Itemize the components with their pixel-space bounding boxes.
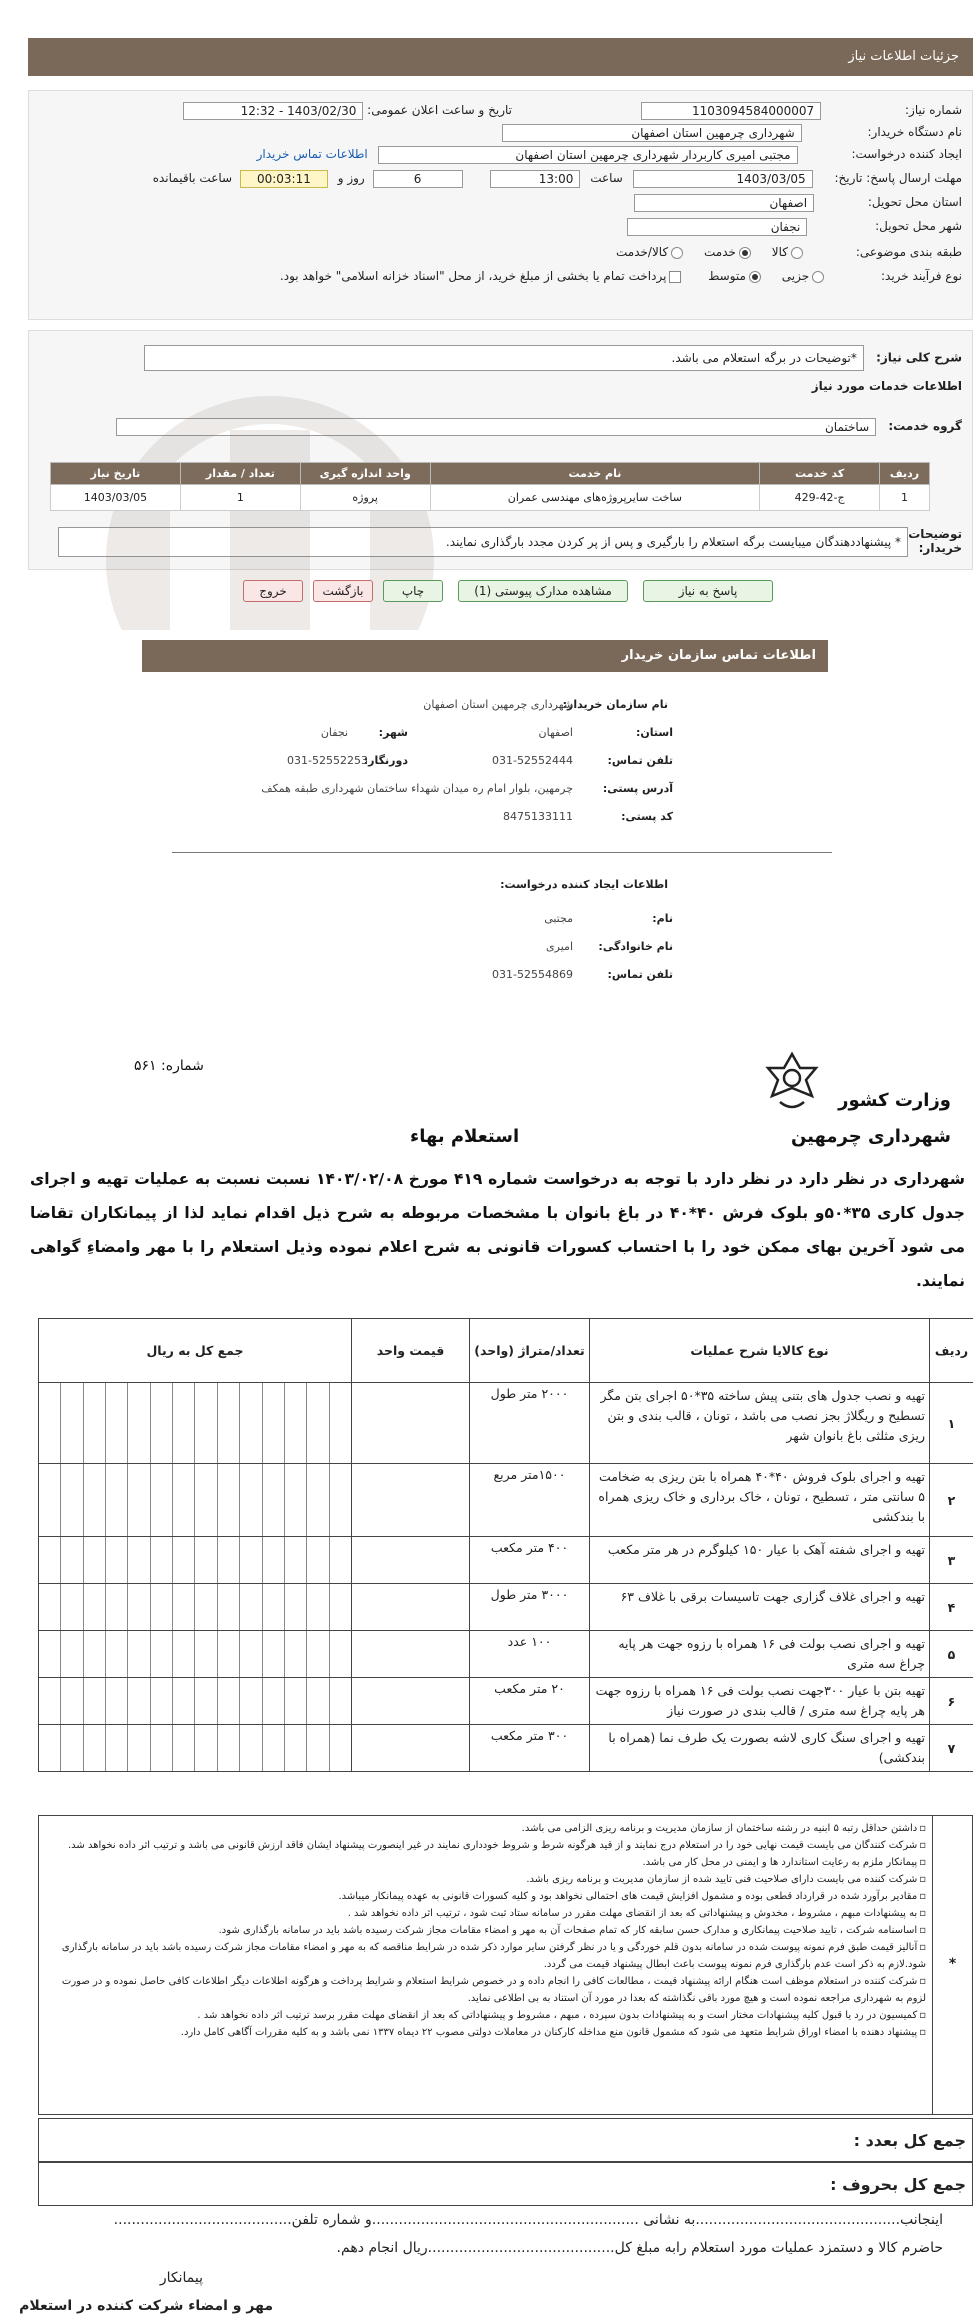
total-digit-cell [262,1725,284,1771]
name-value: مجتبی [544,912,573,925]
signature-line-1: اینجانب..............................................به نشانی ............................................................و شماره تلفن........................................ [113,2212,943,2228]
cell-service-name: ساخت سایرپروژه‌های مهندسی عمران [430,485,760,511]
print-button[interactable]: چاپ [383,580,443,602]
total-digit-cell [329,1584,351,1630]
row-unit-price [352,1678,470,1725]
total-digit-cell [284,1537,306,1583]
row-amount: ۲۰۰۰ متر طول [470,1383,590,1464]
row-total [39,1584,352,1631]
total-digit-cell [83,1383,105,1463]
province-label: استان محل تحویل: [867,195,962,209]
total-digit-cell [105,1584,127,1630]
total-digit-cell [172,1725,194,1771]
total-digit-cell [262,1584,284,1630]
category-goods-radio[interactable] [791,247,803,259]
category-service-radio[interactable] [739,247,751,259]
total-digit-cell [194,1383,216,1463]
cell-unit: پروژه [300,485,430,511]
org-value: شهرداری چرمهین استان اصفهان [423,698,573,711]
row-amount: ۱۵۰۰متر مربع [470,1464,590,1537]
total-digit-cell [105,1678,127,1724]
list-item: ▫ شرکت کنندگان می بایست قیمت نهایی خود را در استعلام درج نمایند و از قید هرگونه شرط و شروط خودداری نمایند در غیر اینصورت پیشنهاد ایشان فاقد ارزش قانونی می باشد و ترتیب اثر داده نخواهد شد. [45,1837,926,1854]
row-amount: ۳۰۰ متر مکعب [470,1725,590,1772]
col-index: ردیف [930,1319,973,1383]
divider [172,852,832,853]
letter-intro: شهرداری در نظر دارد در نظر دارد با توجه به درخواست شماره ۴۱۹ مورخ ۱۴۰۳/۰۲/۰۸ نسبت نسبت به عملیات تهیه و اجرای جدول کاری ۳۵*۵۰و بلوک فرش ۴۰*۴۰ در باغ بانوان با مشخصات مربوطه به شرح ذیل اقدام نماید لذا از پیمانکاران تقاضا می شود آخرین بهای ممکن خود را با احتساب کسورات قانونی به شرح اعلام نموده وذیل استعلام را با مهر وامضاءِ گواهی نمایند. [30,1170,965,1290]
total-digit-cell [217,1383,239,1463]
list-item: ▫ کمیسیون در رد یا قبول کلیه پیشنهادات مختار است و به پیشنهادات بدون سپرده ، مبهم ، مشروط و پیشنهاداتی که بعد از انقضای مهلت مقرر برسد ترتیب اثر داده نخواهد شد . [45,2007,926,2024]
row-description: تهیه و اجرای غلاف گزاری جهت تاسیسات برقی با غلاف ۶۳ [590,1584,930,1631]
row-total [39,1464,352,1537]
letter-number: شماره: ۵۶۱ [134,1058,204,1074]
total-digit-cell [39,1464,60,1536]
exit-button[interactable]: خروج [243,580,303,602]
total-digit-cell [60,1584,82,1630]
total-digit-cell [127,1537,149,1583]
row-index: ۳ [930,1537,973,1584]
conditions-star: * [932,1816,972,2114]
row-index: ۵ [930,1631,973,1678]
deadline-row [153,167,962,189]
total-digit-cell [262,1383,284,1463]
buyer-field: شهرداری چرمهین استان اصفهان [502,124,802,142]
family-value: امیری [546,940,573,953]
remaining-label: ساعت باقیمانده [152,171,233,185]
need-info-panel [28,90,973,320]
signature-line-2: حاضرم کالا و دستمزد عملیات مورد استعلام رابه مبلغ کل..........................................ریال انجام دهم. [336,2240,943,2256]
row-index: ۷ [930,1725,973,1772]
operations-table-header [39,1319,973,1383]
category-row [616,241,962,263]
row-unit-price [352,1383,470,1464]
row-amount: ۳۰۰۰ متر طول [470,1584,590,1631]
city-c-label: شهر: [378,726,408,739]
buyer-notes-field: * پیشنهاددهندگان میبایست برگه استعلام را بارگیری و پس از پر کردن مجدد بارگذاری نمایند. [58,527,908,557]
total-digit-cell [329,1725,351,1771]
province-c-label: استان: [636,726,673,739]
creator-label: ایجاد کننده درخواست: [851,147,962,161]
total-digit-cell [329,1383,351,1463]
city-c-value: نجفان [320,726,348,739]
total-digit-cell [217,1464,239,1536]
family-label: نام خانوادگی: [598,940,673,953]
col-amount: تعداد/متراژ (واحد) [470,1319,590,1383]
process-partial-radio[interactable] [812,271,824,283]
row-total [39,1537,352,1584]
total-digits-row: جمع کل بعدد : [38,2118,973,2162]
total-digit-cell [172,1631,194,1677]
col-total: جمع کل به ریال [39,1319,352,1383]
total-digit-cell [239,1678,261,1724]
total-digit-cell [39,1383,60,1463]
category-goods-service-radio[interactable] [671,247,683,259]
process-label: نوع فرآیند خرید: [881,269,962,283]
total-digit-cell [284,1584,306,1630]
category-service-label: خدمت [704,245,736,259]
services-table-header [51,463,930,485]
row-amount: ۲۰ متر مکعب [470,1678,590,1725]
total-digit-cell [217,1631,239,1677]
need-number-label: شماره نیاز: [905,103,962,117]
total-digit-cell [150,1631,172,1677]
total-digit-cell [262,1631,284,1677]
total-digit-cell [105,1383,127,1463]
view-docs-button[interactable]: مشاهده مدارک پیوستی (1) [458,580,628,602]
total-digit-cell [194,1584,216,1630]
total-digit-cell [105,1464,127,1536]
total-digit-cell [329,1537,351,1583]
total-digit-cell [83,1725,105,1771]
total-digit-cell [262,1464,284,1536]
row-description: تهیه و اجرای بلوک فروش ۴۰*۴۰ همراه با بتن ریزی به ضخامت ۵ سانتی متر ، تسطیح ، تونان ، خاک برداری و خاک ریزی همراه با بندکشی [590,1464,930,1537]
total-digit-cell [150,1464,172,1536]
total-digit-cell [150,1725,172,1771]
total-digit-cell [83,1678,105,1724]
table-row [39,1584,973,1631]
treasury-note: پرداخت تمام یا بخشی از مبلغ خرید، از محل "اسناد خزانه اسلامی" خواهد بود. [279,269,667,283]
table-row [39,1678,973,1725]
phone-label: تلفن تماس: [607,754,673,767]
postal-value: 8475133111 [503,810,573,823]
col-quantity: تعداد / مقدار [180,463,300,485]
process-medium-radio[interactable] [749,271,761,283]
need-number-field: 1103094584000007 [641,102,821,120]
total-digit-cell [150,1537,172,1583]
city-label: شهر محل تحویل: [875,219,962,233]
total-digit-cell [239,1631,261,1677]
total-digit-cell [127,1725,149,1771]
total-digit-cell [217,1678,239,1724]
total-digit-cell [127,1584,149,1630]
row-description: تهیه و نصب جدول های بتنی پیش ساخته ۳۵*۵۰ اجرای بتن مگر تسطیح و ریگلاژ بجز نصب می باشد ، تونان ، قالب بندی و بتن ریزی مثلثی باغ بانوان شهر [590,1383,930,1464]
row-amount: ۴۰۰ متر مکعب [470,1537,590,1584]
conditions-box [38,1815,973,2115]
list-item: ▫ به پیشنهادات مبهم ، مشروط ، مخدوش و پیشنهاداتی که بعد از انقضای مهلت مقرر در سامانه ستاد ثبت شود ، ترتیب اثر داده نخواهد شد . [45,1905,926,1922]
table-row [39,1383,973,1464]
col-description: نوع کالایا شرح عملیات [590,1319,930,1383]
page-title: جزئیات اطلاعات نیاز [848,49,959,64]
total-digit-cell [194,1725,216,1771]
list-item: ▫ شرکت کننده در استعلام موظف است هنگام ارائه پیشنهاد قیمت ، مطالعات کافی را انجام داده و در خصوص شرایط استعلام و شرایط پرداخت و هرگونه اطلاعات دیگر اطلاعات کافی حاصل نموده و در صورت لزوم به شهرداری مراجعه نموده است و هیچ مورد باقی نگذاشته که بعدا در مورد آن استناد به بی اطلاعی نماید. [45,1973,926,2007]
total-digit-cell [306,1678,328,1724]
group-field: ساختمان [116,418,876,436]
group-label: گروه خدمت: [888,419,962,433]
total-digit-cell [60,1678,82,1724]
total-digit-cell [105,1537,127,1583]
announce-field: 1403/02/30 - 12:32 [183,102,363,120]
total-words-row: جمع کل بحروف : [38,2162,973,2206]
total-digit-cell [150,1584,172,1630]
total-digit-cell [60,1631,82,1677]
total-digit-cell [284,1383,306,1463]
total-digit-cell [239,1537,261,1583]
summary-field: *توضیحات در برگه استعلام می باشد. [144,345,864,371]
total-digit-cell [194,1464,216,1536]
row-description: تهیه و اجرای شفته آهک با عیار ۱۵۰ کیلوگرم در هر متر مکعب [590,1537,930,1584]
ministry-name: وزارت کشور [838,1090,951,1111]
row-unit-price [352,1725,470,1772]
postal-label: کد پستی: [621,810,673,823]
total-digit-cell [83,1537,105,1583]
fax-value: 031-52552253 [287,754,368,767]
table-row [39,1725,973,1772]
list-item: ▫ داشتن حداقل رتبه ۵ ابنیه در رشته ساختمان از سازمان مدیریت و برنامه ریزی الزامی می باشد. [45,1820,926,1837]
total-digit-cell [39,1631,60,1677]
total-digit-cell [60,1725,82,1771]
total-digit-cell [306,1631,328,1677]
total-digit-cell [127,1464,149,1536]
total-digit-cell [194,1631,216,1677]
buyer-contact-link[interactable]: اطلاعات تماس خریدار [256,147,368,161]
total-digit-cell [172,1383,194,1463]
total-digit-cell [60,1464,82,1536]
phone-value: 031-52552444 [492,754,573,767]
total-digit-cell [329,1631,351,1677]
deadline-hour-label: ساعت [590,171,623,185]
total-digit-cell [262,1537,284,1583]
category-goods-service-label: کالا/خدمت [615,245,669,259]
total-digit-cell [239,1383,261,1463]
services-table [50,462,930,511]
contact-title-bar: اطلاعات تماس سازمان خریدار [142,640,828,672]
deadline-label: مهلت ارسال پاسخ: تاریخ: [834,171,962,185]
total-digit-cell [60,1383,82,1463]
letter-title: استعلام بهاء [410,1126,520,1147]
list-item: ▫ آنالیز قیمت طبق فرم نمونه پیوست شده در سامانه بدون قلم خوردگی و یا در نظر گرفتن سایر موارد ذکر شده در شرایط مناقصه که به مهر و امضاء مقامات مجاز شرکت رسیده باشد باید در سامانه بارگذاری شود.لازم به ذکر است عدم بارگذاری فرم نمونه پیوست باعث ابطال پیشنهاد قیمت می گردد. [45,1939,926,1973]
province-field: اصفهان [634,194,814,212]
total-digit-cell [329,1678,351,1724]
row-total [39,1725,352,1772]
row-total [39,1678,352,1725]
services-title: اطلاعات خدمات مورد نیاز [811,379,962,393]
treasury-checkbox[interactable] [669,271,681,283]
org-label: نام سازمان خریدار: [562,698,668,711]
total-digit-cell [172,1584,194,1630]
row-description: تهیه و اجرای سنگ کاری لاشه بصورت یک طرف نما (همراه با بندکشی) [590,1725,930,1772]
row-unit-price [352,1537,470,1584]
total-digit-cell [150,1383,172,1463]
days-field: 6 [373,170,463,188]
row-description: تهیه بتن با عیار ۳۰۰جهت نصب بولت فی ۱۶ همراه با رزوه جهت هر پایه چراغ سه متری / قالب بندی در صورت نیاز [590,1678,930,1725]
row-amount: ۱۰۰ عدد [470,1631,590,1678]
total-digit-cell [284,1464,306,1536]
row-index: ۱ [930,1383,973,1464]
name-label: نام: [652,912,673,925]
city-field: نجفان [627,218,807,236]
ministry-emblem-icon [760,1050,824,1114]
row-total [39,1383,352,1464]
total-digit-cell [83,1464,105,1536]
total-digit-cell [217,1537,239,1583]
process-partial-label: جزیی [781,269,810,283]
cell-quantity: 1 [180,485,300,511]
total-digit-cell [194,1678,216,1724]
reply-button[interactable]: پاسخ به نیاز [643,580,773,602]
row-description: تهیه و اجرای نصب بولت فی ۱۶ همراه با رزوه جهت هر پایه چراغ سه متری [590,1631,930,1678]
col-service-code: کد خدمت [760,463,880,485]
total-digit-cell [172,1678,194,1724]
total-digit-cell [127,1678,149,1724]
total-digit-cell [150,1678,172,1724]
deadline-hour-field: 13:00 [490,170,580,188]
total-digit-cell [194,1537,216,1583]
announce-label: تاریخ و ساعت اعلان عمومی: [367,103,512,117]
process-medium-label: متوسط [708,269,746,283]
municipality-name: شهرداری چرمهین [790,1126,951,1147]
total-digit-cell [39,1584,60,1630]
list-item: ▫ مقادیر برآورد شده در قرارداد قطعی بوده و مشمول افزایش قیمت های احتمالی نخواهد بود و کلیه کسورات قانونی به عهده پیمانکار میباشد. [45,1888,926,1905]
total-digit-cell [284,1678,306,1724]
total-digit-cell [172,1537,194,1583]
category-label: طبقه بندی موضوعی: [855,245,962,259]
creator-field: مجتبی امیری کاربردار شهرداری چرمهین استان اصفهان [378,146,798,164]
conditions-list [45,1820,926,2041]
cell-need-date: 1403/03/05 [51,485,181,511]
address-value: چرمهین، بلوار امام ره میدان شهداء ساختمان شهرداری طبقه همکف [261,782,573,795]
table-row [51,485,930,511]
days-label: روز و [337,171,365,185]
total-digit-cell [39,1537,60,1583]
cell-row: 1 [880,485,930,511]
total-digit-cell [239,1584,261,1630]
total-digit-cell [172,1464,194,1536]
buyer-row [502,121,962,143]
col-service-name: نام خدمت [430,463,760,485]
col-need-date: تاریخ نیاز [51,463,181,485]
total-digit-cell [60,1537,82,1583]
summary-label: شرح کلی نیاز: [876,350,962,365]
back-button[interactable]: بازگشت [313,580,373,602]
announce-row [183,99,512,121]
total-digit-cell [284,1725,306,1771]
creator-section-title: اطلاعات ایجاد کننده درخواست: [500,878,668,891]
address-label: آدرس پستی: [602,782,673,795]
table-row [39,1537,973,1584]
table-row [39,1464,973,1537]
row-total [39,1631,352,1678]
row-unit-price [352,1631,470,1678]
total-digit-cell [39,1725,60,1771]
city-row [627,215,962,237]
signature-stamp-label: مهر و امضاء شرکت کننده در استعلام [19,2298,273,2314]
row-index: ۲ [930,1464,973,1537]
summary-row [144,345,962,367]
table-row [39,1631,973,1678]
total-digit-cell [105,1631,127,1677]
page-header-bar [28,38,973,76]
total-digit-cell [127,1383,149,1463]
total-digit-cell [105,1725,127,1771]
deadline-date-field: 1403/03/05 [633,170,813,188]
row-index: ۶ [930,1678,973,1725]
buyer-notes-label: توضیحات خریدار: [908,527,962,555]
row-unit-price [352,1584,470,1631]
col-unit-price: قیمت واحد [352,1319,470,1383]
list-item: ▫ پیشنهاد دهنده با امضاء اوراق شرایط متعهد می شود که مشمول قانون منع مداخله کارکنان در معاملات دولتی مصوب ۲۲ دیماه ۱۳۳۷ نمی باشد و به کلیه مقررات آگاهی کامل دارد. [45,2024,926,2041]
buyer-label: نام دستگاه خریدار: [867,125,962,139]
province-row [634,191,962,213]
total-digit-cell [306,1584,328,1630]
cell-service-code: ج-42-429 [760,485,880,511]
need-number-row [641,99,962,121]
col-row: ردیف [880,463,930,485]
total-digit-cell [83,1584,105,1630]
remaining-time-field: 00:03:11 [240,170,328,188]
contractor-label: پیمانکار [159,2270,203,2286]
process-row [280,265,962,287]
total-digit-cell [39,1678,60,1724]
row-index: ۴ [930,1584,973,1631]
total-digit-cell [217,1725,239,1771]
total-digit-cell [284,1631,306,1677]
total-digit-cell [262,1678,284,1724]
total-digit-cell [306,1725,328,1771]
total-digit-cell [306,1464,328,1536]
list-item: ▫ اساسنامه شرکت ، تایید صلاحیت پیمانکاری و مدارک حسن سابقه کار که تمام صفحات آن به مهر و امضاء مقامات مجاز شرکت رسیده باشد باید در سامانه بارگذاری شود. [45,1922,926,1939]
fax-label: دورنگار: [363,754,408,767]
creator-phone-value: 031-52554869 [492,968,573,981]
row-unit-price [352,1464,470,1537]
list-item: ▫ پیمانکار ملزم به رعایت استاندارد ها و ایمنی در محل کار می باشد. [45,1854,926,1871]
operations-table [38,1318,973,1772]
total-digit-cell [83,1631,105,1677]
province-c-value: اصفهان [538,726,573,739]
total-digit-cell [306,1383,328,1463]
total-digit-cell [217,1584,239,1630]
col-unit: واحد اندازه گیری [300,463,430,485]
list-item: ▫ شرکت کننده می بایست دارای صلاحیت فنی تایید شده از سازمان مدیریت و برنامه ریزی باشد. [45,1871,926,1888]
total-digit-cell [239,1464,261,1536]
total-digit-cell [127,1631,149,1677]
total-digit-cell [306,1537,328,1583]
total-digit-cell [329,1464,351,1536]
category-goods-label: کالا [771,245,788,259]
creator-phone-label: تلفن تماس: [607,968,673,981]
total-digit-cell [239,1725,261,1771]
creator-row [257,143,962,165]
